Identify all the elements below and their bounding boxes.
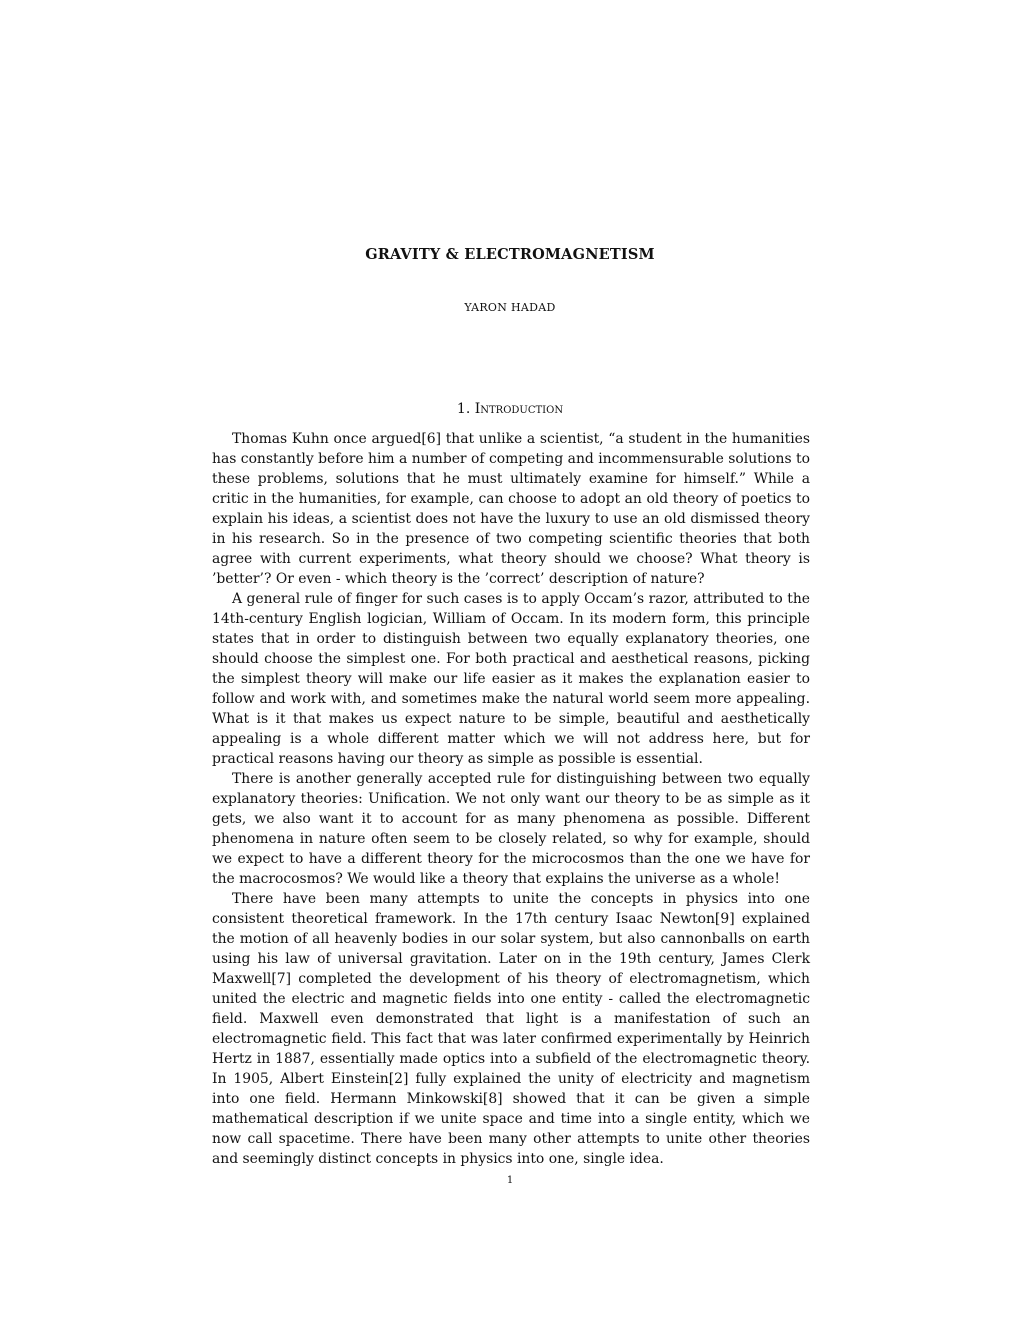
section-heading [0,401,1020,417]
paragraph: There have been many attempts to unite the concepts in physics into one consistent theoretical framework. In the 17th century Isaac Newton[9] explained the motion of all heavenly bodies in our solar system, but also cannonballs on earth using his law of universal gravitation. Later on in the 19th century, James Clerk Maxwell[7] completed the development of his theory of electromagnetism, which united the electric and magnetic fields into one entity - called the electromagnetic field. Maxwell even demonstrated that light is a manifestation of such an electromagnetic field. This fact that was later confirmed experimentally by Heinrich Hertz in 1887, essentially made optics into a subfield of the electromagnetic theory. In 1905, Albert Einstein[2] fully explained the unity of electricity and magnetism into one field. Hermann Minkowski[8] showed that it can be given a simple mathematical description if we unite space and time into a single entity, which we now call spacetime. There have been many other attempts to unite other theories and seemingly distinct concepts in physics into one, single idea. [212,891,810,1167]
author-name: YARON HADAD [464,301,556,314]
paper-title: GRAVITY & ELECTROMAGNETISM [365,246,655,263]
page-number: 1 [506,1175,514,1186]
body-text [212,429,810,1169]
section-title: Introduction [474,401,564,417]
section-number: 1. [456,401,471,417]
paragraph: Thomas Kuhn once argued[6] that unlike a scientist, “a student in the humanities has constantly before him a number of competing and incommensurable solutions to these problems, solutions that he must ultimately examine for himself.” While a critic in the humanities, for example, can choose to adopt an old theory of poetics to explain his ideas, a scientist does not have the luxury to use an old dismissed theory in his research. So in the presence of two competing scientific theories that both agree with current experiments, what theory should we choose? What theory is ’better’? Or even - which theory is the ’correct’ description of nature? [212,431,810,587]
paragraph: A general rule of finger for such cases is to apply Occam’s razor, attributed to the 14th-century English logician, William of Occam. In its modern form, this principle states that in order to distinguish between two equally explanatory theories, one should choose the simplest one. For both practical and aesthetical reasons, picking the simplest theory will make our life easier as it makes the explanation easier to follow and work with, and sometimes make the natural world seem more appealing. What is it that makes us expect nature to be simple, beautiful and aesthetically appealing is a whole different matter which we will not address here, but for practical reasons having our theory as simple as possible is essential. [212,591,810,767]
paragraph: There is another generally accepted rule for distinguishing between two equally explanatory theories: Unification. We not only want our theory to be as simple as it gets, we also want it to account for as many phenomena as possible. Different phenomena in nature often seem to be closely related, so why for example, should we expect to have a different theory for the microcosmos than the one we have for the macrocosmos? We would like a theory that explains the universe as a whole! [212,771,810,887]
